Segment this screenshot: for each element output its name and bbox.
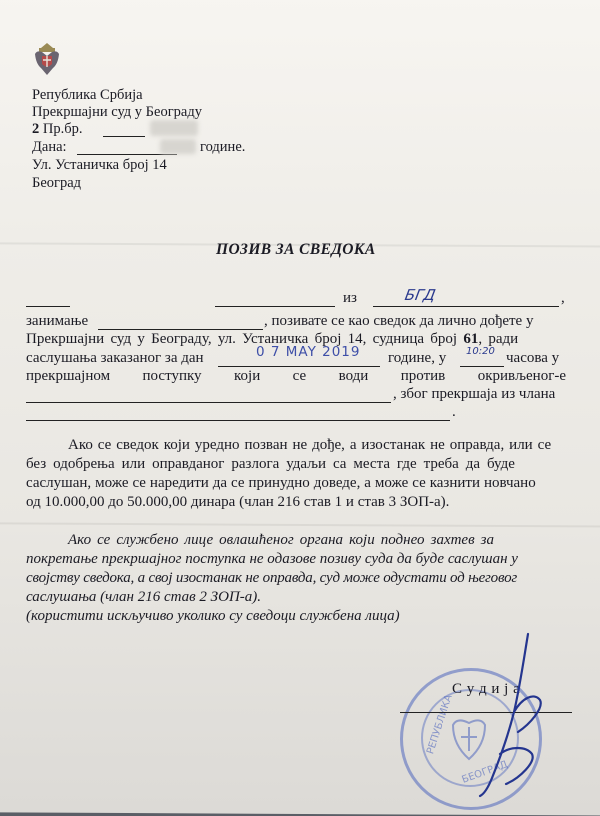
hearing-date-blank xyxy=(218,366,380,367)
paper-fold xyxy=(0,522,600,527)
official-text-2: покретање прекршајног поступка не одазове позиву суда да буде саслушан у xyxy=(26,551,518,567)
word: против xyxy=(400,368,446,384)
official-text-3: својству сведока, а свој изостанак не оправда, суд може одустати од његовог xyxy=(26,570,518,586)
official-text-4: саслушања (члан 216 став 2 ЗОП-а). xyxy=(26,589,262,605)
warning-text-4: од 10.000,00 до 50.000,00 динара (члан 216 став 1 и став 3 ЗОП-а). xyxy=(26,494,450,510)
coat-of-arms-icon xyxy=(33,42,61,78)
case-number-label: Пр.бр. xyxy=(42,121,83,137)
defendant-blank xyxy=(26,402,391,403)
warning-text-3: саслушан, може се наредити да се принудно доведе, а може се казнити новчано xyxy=(26,475,536,491)
city-blank xyxy=(373,306,559,307)
time-blank xyxy=(460,366,504,367)
period: . xyxy=(452,404,456,420)
name-blank-1 xyxy=(26,306,70,307)
word: поступку xyxy=(142,368,202,384)
stamped-date: 0 7 MAY 2019 xyxy=(256,344,361,360)
hearing-date-label: саслушања заказаног за дан xyxy=(26,350,204,366)
from-word: из xyxy=(343,290,357,306)
case-number-line xyxy=(103,136,145,137)
summons-text-3-end: , ради xyxy=(478,331,519,347)
hours-label: часова у xyxy=(506,350,560,366)
comma: , xyxy=(561,290,565,306)
official-text-5: (користити искључиво уколико су сведоци службена лица) xyxy=(26,608,400,624)
date-label: Дана: xyxy=(32,139,67,155)
header-court: Прекршајни суд у Београду xyxy=(32,104,202,120)
word: окривљеног-е xyxy=(477,368,566,384)
header-address: Ул. Устаничка број 14 xyxy=(32,157,167,173)
occupation-label: занимање xyxy=(26,313,89,329)
year-time-label: године, у xyxy=(388,350,447,366)
court-address-text: Прекршајни суд у Београду, ул. Устаничка број 14, судница број xyxy=(26,331,458,347)
procedure-line xyxy=(26,368,566,385)
judge-label: С у д и ј а xyxy=(452,681,521,697)
header-city: Београд xyxy=(32,175,82,191)
redacted-case-number xyxy=(150,120,198,136)
stamp-text-top: РЕПУБЛИКА xyxy=(425,693,455,756)
redacted-date xyxy=(160,139,196,154)
word: се xyxy=(292,368,307,384)
header-country: Република Србија xyxy=(32,87,143,103)
room-number: 61 xyxy=(463,331,479,347)
document-title: ПОЗИВ ЗА СВЕДОКА xyxy=(216,241,376,258)
word: води xyxy=(338,368,369,384)
date-line xyxy=(77,154,177,155)
article-blank xyxy=(26,420,450,421)
warning-text-1: Ако се сведок који уредно позван не дође, а изостанак не оправда, или се xyxy=(68,437,552,453)
handwritten-city: БГД xyxy=(403,286,437,304)
summons-text-2: , позивате се као сведок да лично дођете у xyxy=(264,313,534,329)
word: који xyxy=(234,368,261,384)
case-number-prefix: 2 xyxy=(32,121,40,137)
offense-label: , због прекршаја из члана xyxy=(393,386,556,402)
occupation-blank xyxy=(98,329,263,330)
stamp-text-bottom: БЕОГРАД xyxy=(460,759,510,786)
date-suffix: године. xyxy=(200,139,246,155)
name-blank-2 xyxy=(215,306,335,307)
judge-signature xyxy=(470,628,550,800)
handwritten-time: 10:20 xyxy=(466,346,495,357)
case-number-row xyxy=(32,121,82,138)
word: прекршајном xyxy=(26,368,111,384)
official-text-1: Ако се службено лице овлашћеног органа који поднео захтев за xyxy=(68,532,495,548)
warning-text-2: без одобрења или оправданог разлога удаљи са места где треба да буде xyxy=(26,456,515,472)
